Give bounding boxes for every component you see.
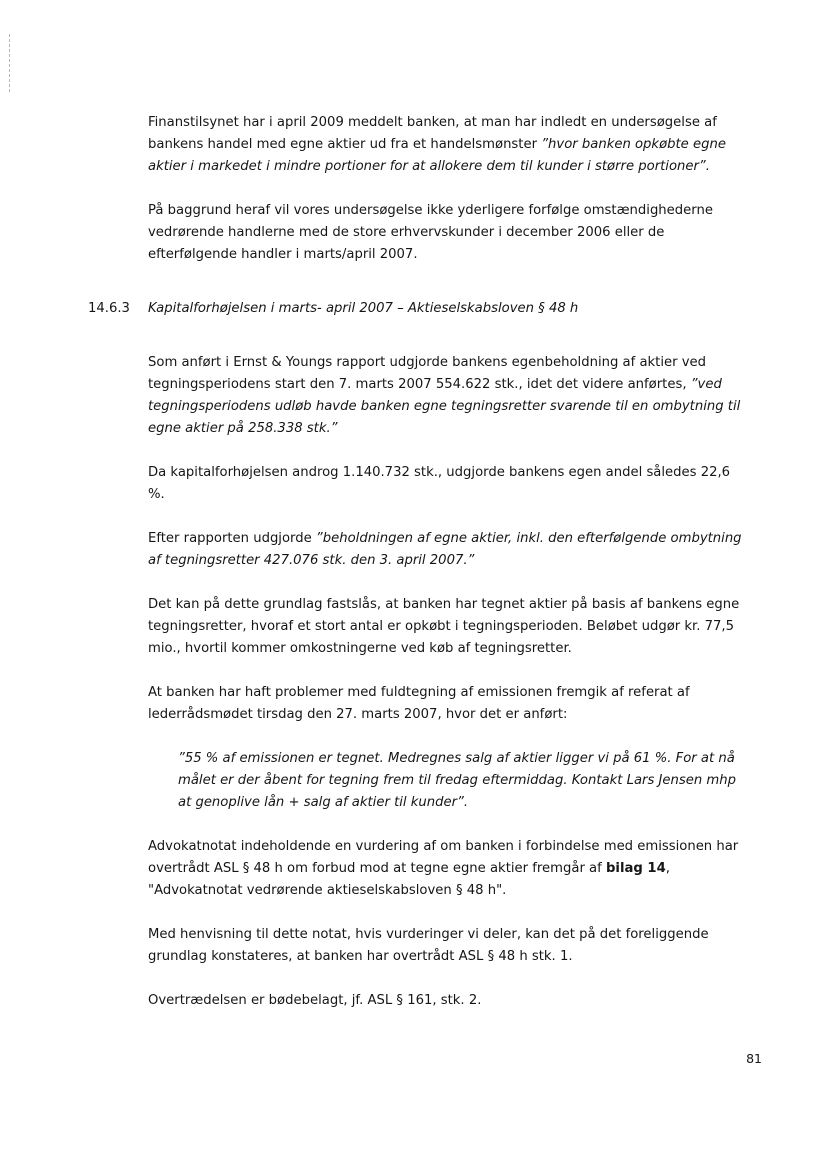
paragraph-text: Advokatnotat indeholdende en vurdering af om banken i forbindelse med emissionen har overtrådt ASL § 48 h om forbud mod at tegne egne aktier fremgår af xyxy=(148,839,739,876)
quote-text: ”55 % af emissionen er tegnet. Medregnes salg af aktier ligger vi på 61 %. For at nå målet er der åbent for tegning frem til fredag eftermiddag. Kontakt Lars Jensen mhp at genoplive lån + salg af aktier til kunder”. xyxy=(178,751,736,810)
paragraph-baggrund xyxy=(148,200,748,266)
paragraph-efter-rapporten xyxy=(148,528,748,572)
section-number: 14.6.3 xyxy=(88,301,130,316)
inline-quote: ”ved tegningsperiodens udløb havde banken egne tegningsretter svarende til en ombytning til egne aktier på 258.338 stk.” xyxy=(148,377,741,436)
scan-artifact xyxy=(9,34,10,92)
paragraph-finanstilsynet xyxy=(148,112,748,178)
paragraph-kapitalforhojelsen xyxy=(148,462,748,506)
paragraph-text: , "Advokatnotat vedrørende aktieselskabsloven § 48 h". xyxy=(148,861,670,898)
bilag-reference: bilag 14 xyxy=(605,861,666,876)
section-heading xyxy=(88,298,748,320)
paragraph-grundlag xyxy=(148,594,748,660)
block-quote-lederraad xyxy=(178,748,748,814)
paragraph-text: Da kapitalforhøjelsen androg 1.140.732 stk., udgjorde bankens egen andel således 22,6 %. xyxy=(148,465,731,502)
paragraph-som-anfort xyxy=(148,352,748,440)
paragraph-text: På baggrund heraf vil vores undersøgelse ikke yderligere forfølge omstændighederne vedrørende handlerne med de store erhvervskunder i december 2006 eller de efterfølgende handler i marts/april 2007. xyxy=(148,203,713,262)
paragraph-text: At banken har haft problemer med fuldtegning af emissionen fremgik af referat af lederrådsmødet tirsdag den 27. marts 2007, hvor det er anført: xyxy=(148,685,690,722)
paragraph-overtraedelsen xyxy=(148,990,748,1012)
paragraph-henvisning xyxy=(148,924,748,968)
paragraph-text: Det kan på dette grundlag fastslås, at banken har tegnet aktier på basis af bankens egne tegningsretter, hvoraf et stort antal er opkøbt i tegningsperioden. Beløbet udgør kr. 77,5 mio., hvortil kommer omkostningerne ved køb af tegningsretter. xyxy=(148,597,740,656)
paragraph-text: Finanstilsynet har i april 2009 meddelt banken, at man har indledt en undersøgelse af bankens handel med egne aktier ud fra et handelsmønster xyxy=(148,115,717,152)
inline-quote: ”hvor banken opkøbte egne aktier i markedet i mindre portioner for at allokere dem til kunder i større portioner”. xyxy=(148,137,726,174)
inline-quote: ”beholdningen af egne aktier, inkl. den efterfølgende ombytning af tegningsretter 427.076 stk. den 3. april 2007.” xyxy=(148,531,742,568)
section-title: Kapitalforhøjelsen i marts- april 2007 – Aktieselskabsloven § 48 h xyxy=(148,301,579,316)
page-number: 81 xyxy=(746,1051,762,1066)
paragraph-advokatnotat xyxy=(148,836,748,902)
paragraph-text: Efter rapporten udgjorde xyxy=(148,531,316,546)
paragraph-text: Som anført i Ernst & Youngs rapport udgjorde bankens egenbeholdning af aktier ved tegningsperiodens start den 7. marts 2007 554.622 stk., idet det videre anførtes, xyxy=(148,355,707,392)
paragraph-fuldtegning xyxy=(148,682,748,726)
page-content xyxy=(88,112,748,1034)
paragraph-text: Med henvisning til dette notat, hvis vurderinger vi deler, kan det på det foreliggende grundlag konstateres, at banken har overtrådt ASL § 48 h stk. 1. xyxy=(148,927,709,964)
paragraph-text: Overtrædelsen er bødebelagt, jf. ASL § 161, stk. 2. xyxy=(148,993,482,1008)
